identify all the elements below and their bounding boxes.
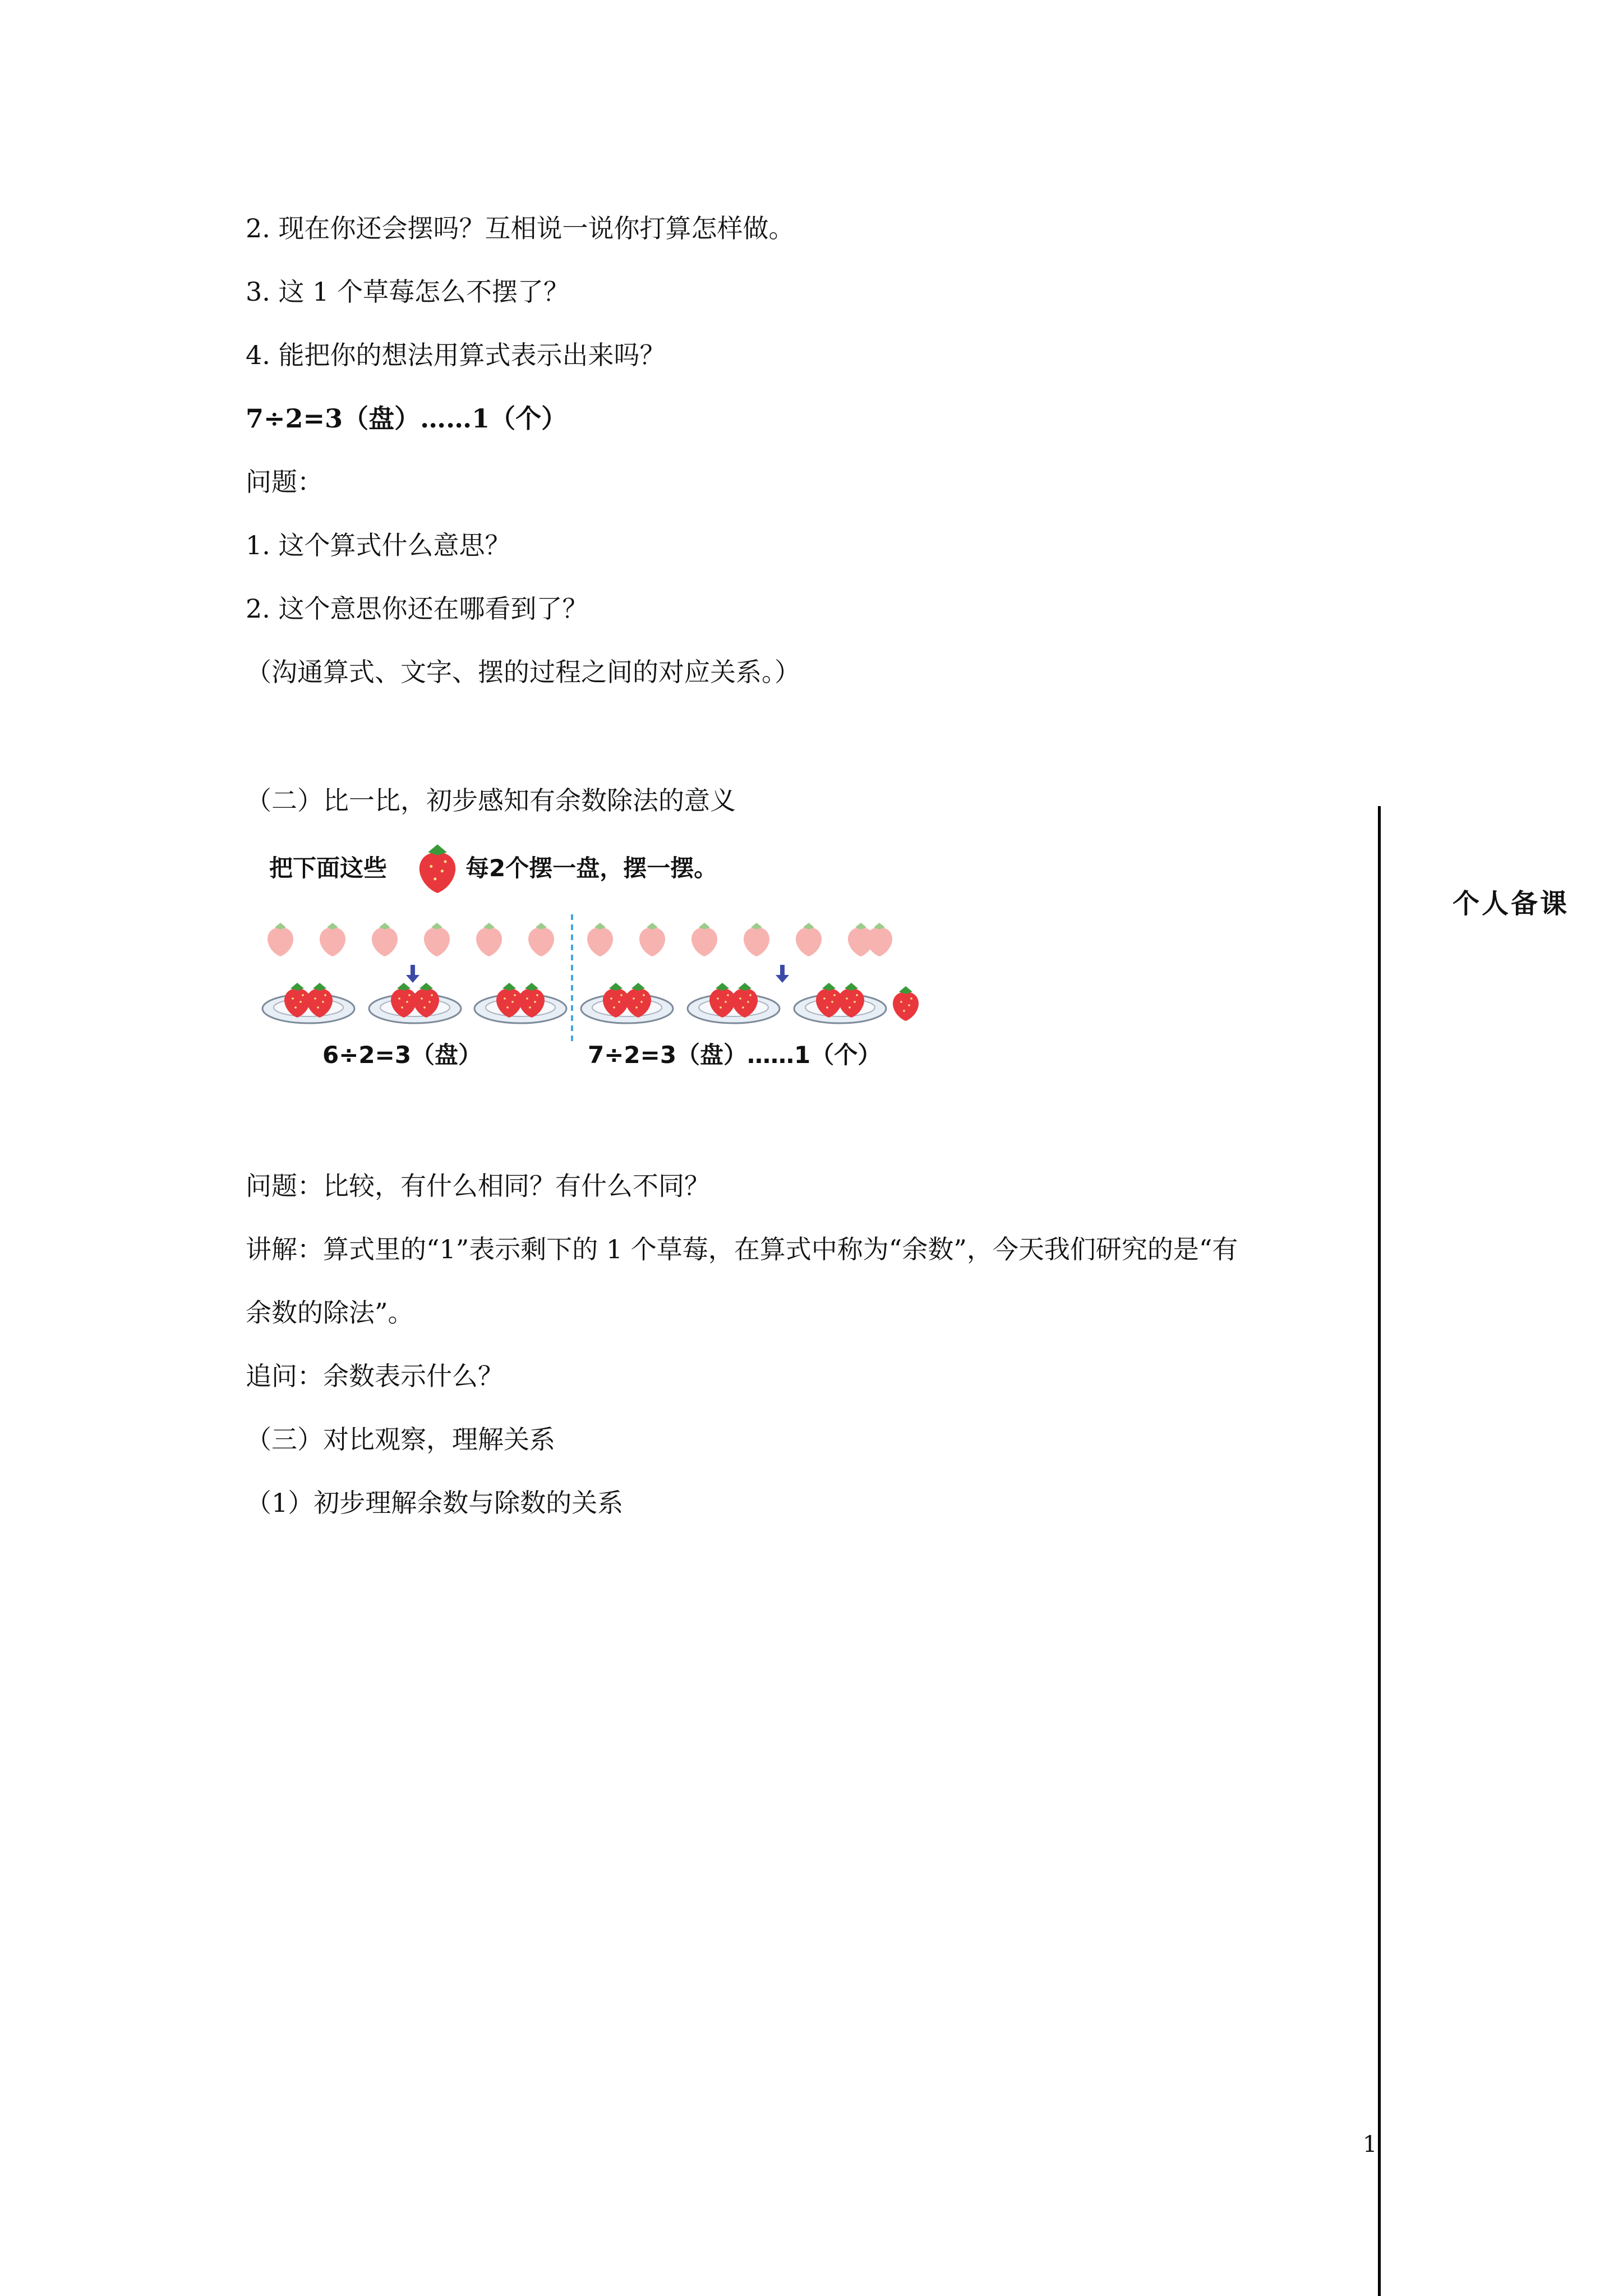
sidebar-divider xyxy=(1378,806,1381,2296)
arrow-down-icon xyxy=(406,965,419,983)
plate-icon xyxy=(581,983,673,1023)
question-3: 3. 这 1 个草莓怎么不摆了？ xyxy=(246,277,570,307)
figure-equation-left: 6÷2=3（盘） xyxy=(322,1041,482,1069)
plates-right-group xyxy=(581,983,919,1023)
note-correspondence: （沟通算式、文字、摆的过程之间的对应关系。） xyxy=(246,657,800,687)
strawberry-icon xyxy=(419,844,455,893)
plate-icon xyxy=(688,983,780,1023)
arrow-down-icon xyxy=(776,965,789,983)
figure-instruction-left: 把下面这些 xyxy=(269,854,388,882)
strawberry-division-figure xyxy=(252,836,925,1083)
compare-question: 问题：比较，有什么相同？有什么不同？ xyxy=(246,1171,710,1201)
unsorted-strawberries-row xyxy=(268,923,892,956)
subsection-1-heading: （1）初步理解余数与除数的关系 xyxy=(246,1488,624,1518)
plate-icon xyxy=(369,983,461,1023)
question-2: 2. 现在你还会摆吗？互相说一说你打算怎样做。 xyxy=(246,213,795,243)
sidebar-title: 个人备课 xyxy=(1453,888,1570,919)
section-2-heading: （二）比一比，初步感知有余数除法的意义 xyxy=(246,785,736,816)
figure-equation-right: 7÷2=3（盘）……1（个） xyxy=(588,1041,882,1069)
question-4: 4. 能把你的想法用算式表示出来吗？ xyxy=(246,340,666,370)
follow-up-question: 追问：余数表示什么？ xyxy=(246,1361,504,1391)
figure-instruction-right: 每2个摆一盘，摆一摆。 xyxy=(465,854,718,882)
plate-icon xyxy=(474,983,566,1023)
leftover-strawberry-icon xyxy=(893,986,919,1021)
question-1b: 1. 这个算式什么意思？ xyxy=(246,530,511,560)
equation: 7÷2=3（盘）……1（个） xyxy=(246,403,568,434)
explanation-line-2: 余数的除法”。 xyxy=(246,1297,414,1328)
question-2b: 2. 这个意思你还在哪看到了？ xyxy=(246,593,588,624)
question-heading: 问题： xyxy=(246,467,323,497)
plate-icon xyxy=(262,983,354,1023)
plate-icon xyxy=(794,983,886,1023)
section-3-heading: （三）对比观察，理解关系 xyxy=(246,1424,555,1455)
plates-left-group xyxy=(262,983,566,1023)
page-number: 1 xyxy=(1363,2132,1377,2157)
explanation-line-1: 讲解：算式里的“1”表示剩下的 1 个草莓，在算式中称为“余数”，今天我们研究的是“有 xyxy=(246,1234,1238,1264)
